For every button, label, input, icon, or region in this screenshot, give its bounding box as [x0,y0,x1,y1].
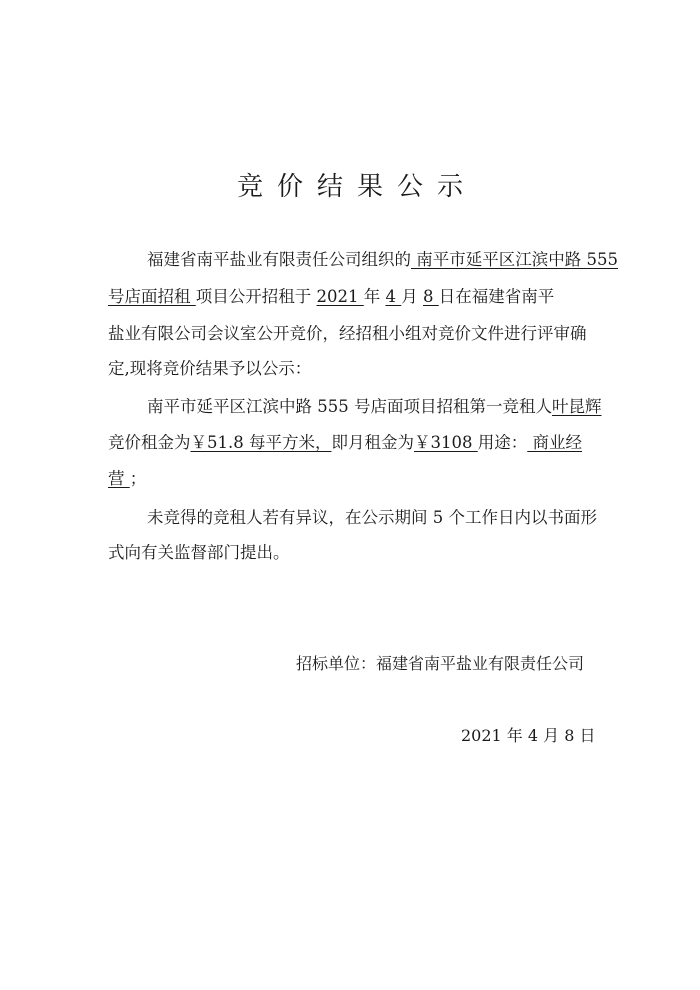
issue-date: 2021 年 4 月 8 日 [461,726,596,745]
usage-field-cont: 营 [108,469,130,488]
p1-line-4: 定,现将竞价结果予以公示： [108,359,312,378]
p2-text: ； [129,469,147,488]
p2-text: 用途： [477,433,528,452]
winner-name: 叶昆辉 [551,397,602,416]
p2-text: 竞价租金为 [108,433,191,452]
p1-text: 福建省南平盐业有限责任公司组织的 [147,250,411,269]
day-field: 8 [423,287,439,306]
p2-line-1 [147,397,601,417]
p2-line-3 [108,469,146,489]
year-field: 2021 [316,287,364,306]
monthly-rent: ￥3108 [413,433,478,452]
project-name-underlined: 南平市延平区江滨中路 555 [411,250,618,269]
p3-line-2: 式向有关监督部门提出。 [108,543,290,562]
p1-text: 月 [401,287,423,306]
p1-text: 项目公开招租于 [195,287,317,306]
project-name-underlined-cont: 号店面招租 [108,287,196,306]
p1-text: 日在福建省南平 [438,287,555,306]
p2-line-2 [108,433,582,453]
usage-field: 商业经 [527,433,582,452]
p2-text: 即月租金为 [331,433,414,452]
unit-rent: ￥51.8 每平方米， [190,433,332,452]
p3-line-1: 未竞得的竞租人若有异议，在公示期间 5 个工作日内以书面形 [147,508,597,527]
month-field: 4 [385,287,402,306]
issuing-organization: 招标单位：福建省南平盐业有限责任公司 [296,654,585,673]
p2-text: 南平市延平区江滨中路 555 号店面项目招租第一竞租人 [147,397,552,416]
page-title: 竞价结果公示 [236,172,477,202]
p1-line-1 [147,250,618,270]
p1-line-2 [108,287,554,307]
p1-text: 年 [363,287,386,306]
p1-line-3: 盐业有限公司会议室公开竞价，经招租小组对竞价文件进行评审确 [108,324,587,343]
